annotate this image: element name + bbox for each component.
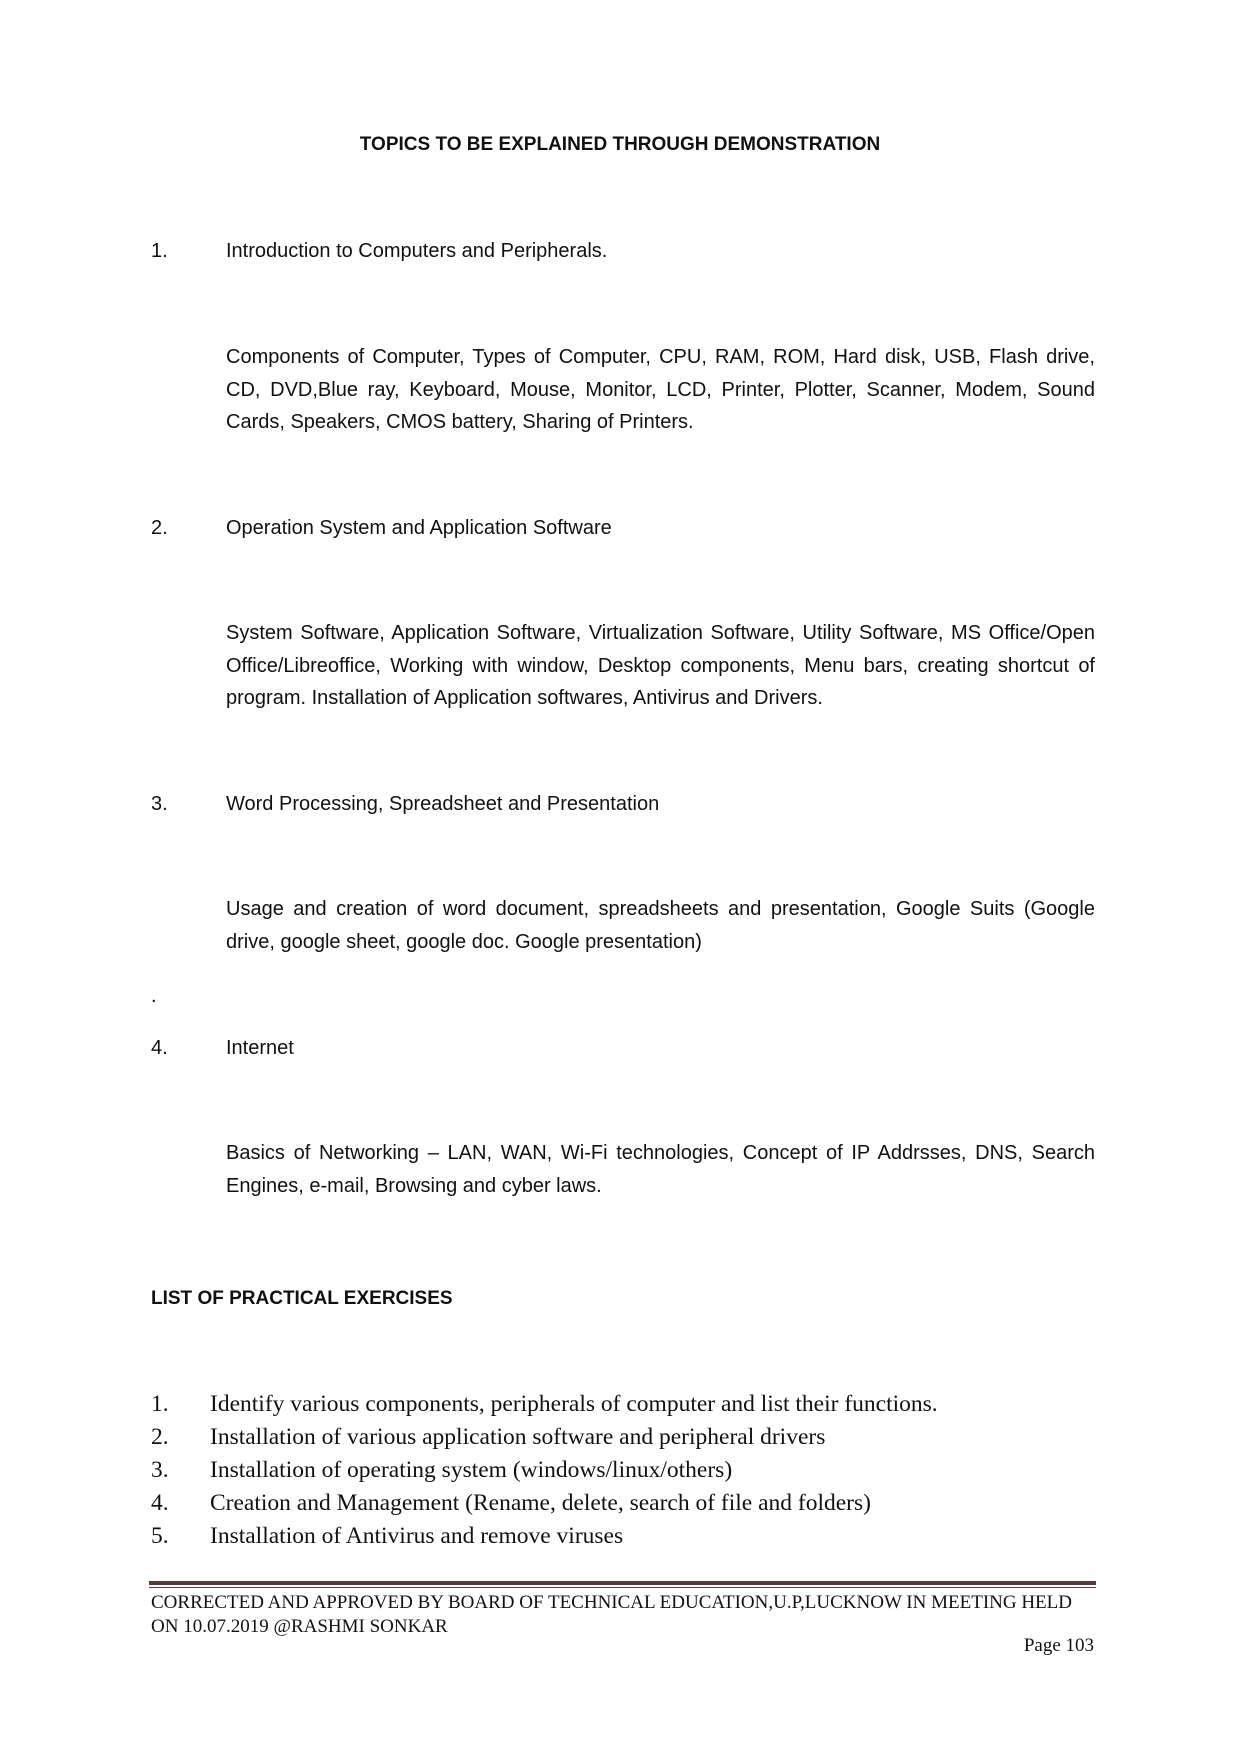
page-heading: TOPICS TO BE EXPLAINED THROUGH DEMONSTRATION [359,134,881,155]
topic-4-description: Basics of Networking – LAN, WAN, Wi-Fi technologies, Concept of IP Addrsses, DNS, Search Engines, e-mail, Browsing and cyber laws. [226,1142,1095,1197]
topic-2-number: 2. [151,517,168,539]
list-item-number: 4. [151,1490,169,1516]
practical-list [151,1388,1101,1553]
list-item-text: Installation of operating system (windows/linux/others) [210,1457,733,1483]
topic-2-title: Operation System and Application Software [226,517,612,539]
practical-section-title: LIST OF PRACTICAL EXERCISES [151,1288,453,1309]
topic-1-description: Components of Computer, Types of Computer, CPU, RAM, ROM, Hard disk, USB, Flash drive, CD, DVD,Blue ray, Keyboard, Mouse, Monitor, LCD, Printer, Plotter, Scanner, Modem, Sound Cards, Speakers, CMOS battery, Sharing of Printers. [226,346,1095,433]
topic-2-description: System Software, Application Software, Virtualization Software, Utility Software, MS Office/Open Office/Libreoffice, Working with window, Desktop components, Menu bars, creating shortcut of program. Installation of Application softwares, Antivirus and Drivers. [226,622,1095,709]
list-item-text: Installation of various application software and peripheral drivers [210,1424,826,1450]
topic-3-description: Usage and creation of word document, spreadsheets and presentation, Google Suits (Google drive, google sheet, google doc. Google presentation) [226,898,1095,953]
list-item-text: Identify various components, peripherals of computer and list their functions. [210,1391,938,1417]
topic-1-number: 1. [151,240,168,262]
list-item [151,1454,1101,1487]
topic-4-number: 4. [151,1037,168,1059]
topic-3-title: Word Processing, Spreadsheet and Presentation [226,793,660,815]
stray-dot: . [151,985,157,1007]
list-item-number: 2. [151,1424,169,1450]
page-number: Page 103 [1023,1635,1094,1656]
topic-4-title: Internet [226,1037,294,1059]
list-item [151,1487,1101,1520]
topic-3-number: 3. [151,793,168,815]
list-item [151,1421,1101,1454]
list-item-number: 3. [151,1457,169,1483]
footer-divider [149,1581,1096,1588]
topic-1-title: Introduction to Computers and Peripherals. [226,240,608,262]
list-item-text: Creation and Management (Rename, delete, search of file and folders) [210,1490,871,1516]
list-item-number: 5. [151,1523,169,1549]
list-item-text: Installation of Antivirus and remove viruses [210,1523,624,1549]
list-item [151,1388,1101,1421]
list-item [151,1520,1101,1553]
footer-approval-text: CORRECTED AND APPROVED BY BOARD OF TECHNICAL EDUCATION,U.P,LUCKNOW IN MEETING HELD ON 10.07.2019 @RASHMI SONKAR [151,1592,1072,1637]
list-item-number: 1. [151,1391,169,1417]
